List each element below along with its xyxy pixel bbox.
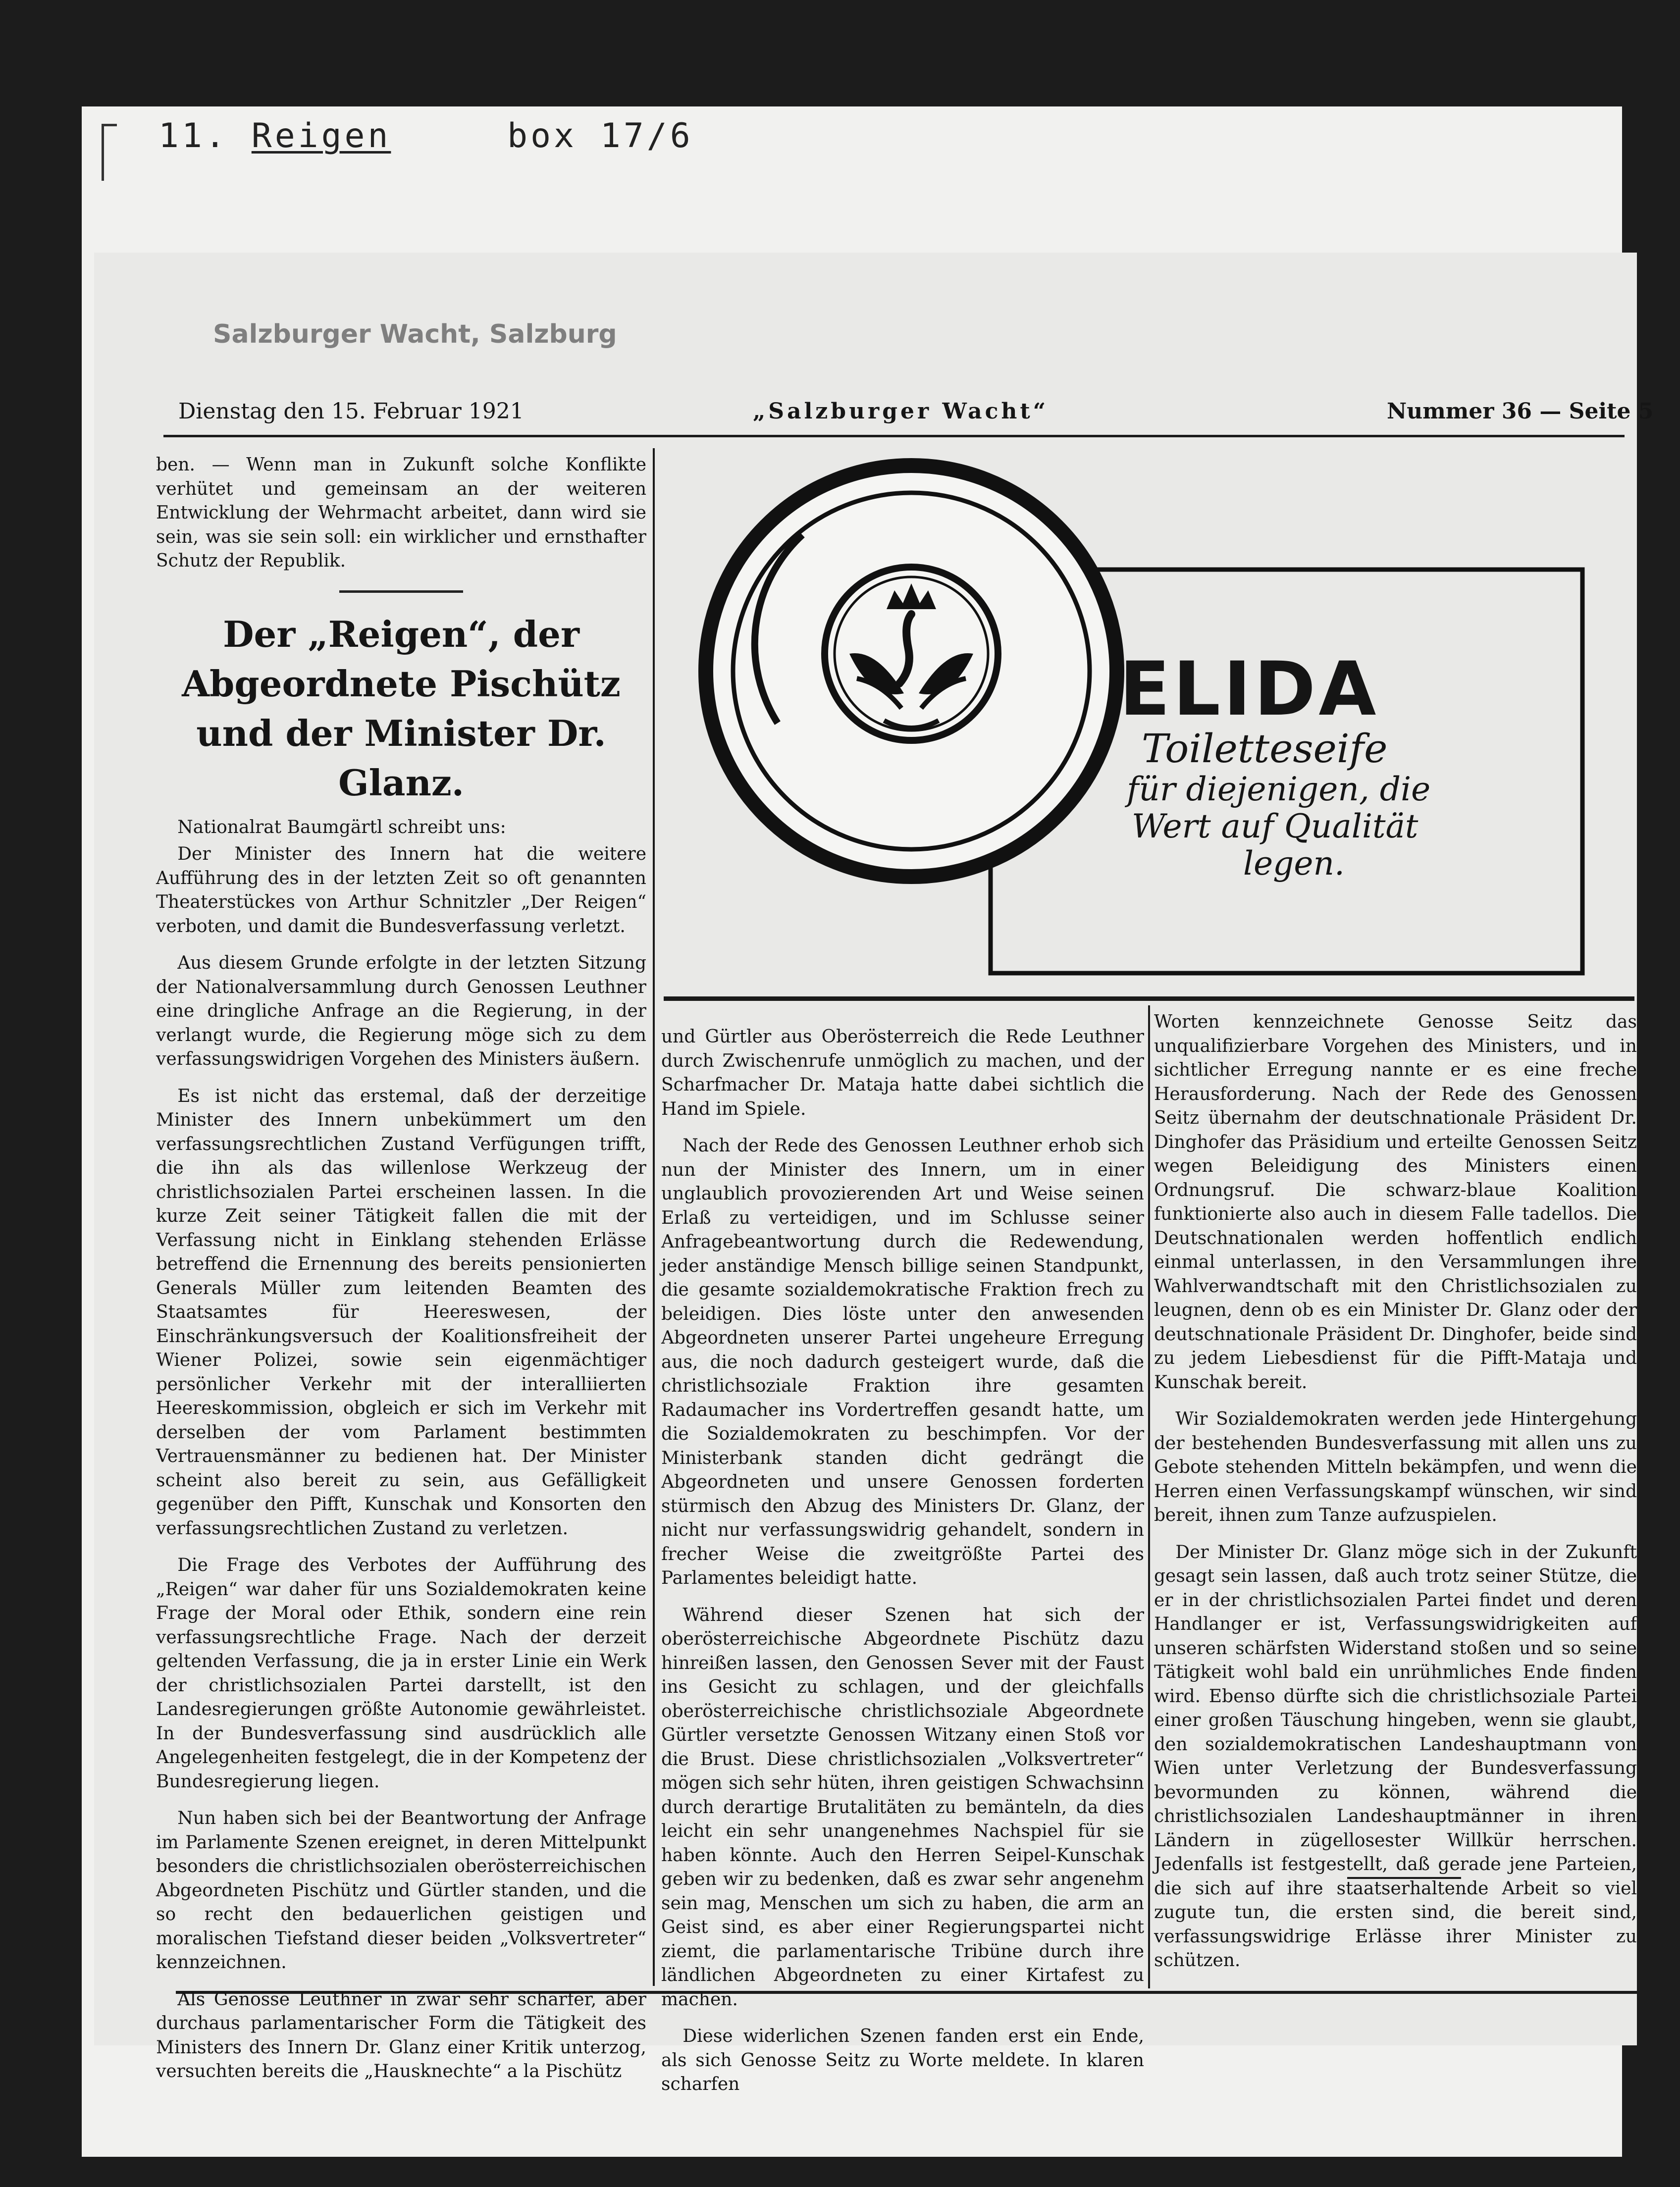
issue-number: Nummer 36 — Seite 5 [1387,399,1654,424]
source-stamp: Salzburger Wacht, Salzburg [213,319,617,349]
ad-tagline-3: Wert auf Qualität [1132,807,1418,845]
paragraph: Der Minister des Innern hat die weitere Aufführung des in der letzten Zeit so oft genannten Theaterstückes von Arthur Schnitzler „Der Reigen“ verboten, und damit die Bundesverfassung verletzt. [156,844,646,937]
ad-tagline-1: Toiletteseife [1142,726,1388,772]
paragraph: Der Minister Dr. Glanz möge sich in der Zukunft gesagt sein lassen, daß auch trotz seiner Stütze, die er in der christlichsozialen Partei findet und deren Handlanger er ist, Verfassungswidrigkeiten auf unseren schärfsten Widerstand stoßen und so seine Tätigkeit wohl bald ein unrühmliches Ende finden wird. Ebenso dürfte sich die christlichsoziale Partei einer großen Täuschung hingeben, wenn sie glaubt, den sozialdemokratischen Landeshauptmann von Wien unter Verletzung der Bundesverfassung bevormunden zu können, während die christlichsozialen Landeshauptmänner in ihren Ländern in zügellosester Willkür herrschen. Jedenfalls ist festgestellt, daß gerade jene Parteien, die sich auf ihre staatserhaltende Arbeit so viel zugute tun, die ersten sind, die bereit sind, verfassungswidrige Erlässe ihrer Minister zu schützen. [1154,1542,1637,1971]
paragraph: Nach der Rede des Genossen Leuthner erhob sich nun der Minister des Innern, um in einer unglaublich provozierenden Art und Weise seinen Erlaß zu verteidigen, und im Schlusse seiner Anfragebeantwortung durch die Redewendung, jeder anständige Mensch billige seinen Standpunkt, die gesamte sozialdemokratische Fraktion frech zu beleidigen. Dies löste unter den anwesenden Abgeordneten unserer Partei ungeheure Erregung aus, die noch dadurch gesteigert wurde, daß die christlichsoziale Fraktion ihre gesamten Radaumacher ins Vordertreffen gesandt hatte, um die Sozialdemokraten zu beschimpfen. Vor der Ministerbank standen dicht gedrängt die Abgeordneten und unsere Genossen forderten stürmisch den Abzug des Ministers Dr. Glanz, der nicht nur verfassungswidrig gehandelt, sondern in frecher Weise die zweitgrößte Partei des Parlamentes beleidigt hatte. [661,1136,1144,1588]
paragraph: Aus diesem Grunde erfolgte in der letzten Sitzung der Nationalversammlung durch Genossen Leuthner eine dringliche Anfrage an die Regierung, in der verlangt wurde, die Regierung möge sich zu dem verfassungswidrigen Vorgehen des Ministers äußern. [156,953,646,1069]
paragraph: Die Frage des Verbotes der Aufführung des „Reigen“ war daher für uns Sozialdemokraten keine Frage der Moral oder Ethik, sondern eine rein verfassungsrechtliche Frage. Nach der derzeit geltenden Verfassung, die ja in erster Linie ein Werk der christlichsozialen Partei darstellt, ist den Landesregierungen größte Autonomie gewährleistet. In der Bundesverfassung sind ausdrücklich alle Angelegenheiten festgelegt, die in der Kompetenz der Bundesregierung liegen. [156,1555,646,1792]
corner-bracket [102,124,117,181]
column-3 [1154,1010,1637,1973]
paragraph: Worten kennzeichnete Genosse Seitz das unqualifizierbare Vorgehen des Ministers, und in sichtlicher Erregung nannte er es eine freche Herausforderung. Nach der Rede des Genossen Seitz übernahm der deutschnationale Präsident Dr. Dinghofer das Präsidium und erteilte Genossen Seitz wegen Beleidigung des Ministers einen Ordnungsruf. Die schwarz-blaue Koalition funktionierte also auch in diesem Falle tadellos. Die Deutschnationalen werden hoffentlich endlich einmal unterlassen, in den Versammlungen ihre Wahlverwandtschaft mit den Christlichsozialen zu leugnen, denn ob es ein Minister Dr. Glanz oder der deutschnationale Präsident Dr. Dinghofer, beide sind zu jedem Liebesdienst für die Pifft-Mataja und Kunschak bereit. [1154,1012,1637,1393]
article-headline: Der „Reigen“, der Abgeordnete Pischütz und der Minister Dr. Glanz. [182,613,621,804]
paragraph: Nun haben sich bei der Beantwortung der Anfrage im Parlamente Szenen ereignet, in deren Mittelpunkt besonders die christlichsozialen oberösterreichischen Abgeordneten Pischütz und Gürtler standen, und die so recht den bedauerlichen geistigen und moralischen Tiefstand dieser beiden „Volksvertreter“ kennzeichnen. [156,1808,646,1973]
header-rule [163,435,1625,437]
label-box: box 17/6 [507,116,693,156]
intro-paragraph: ben. — Wenn man in Zukunft solche Konflikte verhütet und gemeinsam an der weiteren Entwicklung der Wehrmacht arbeitet, dann wird sie sein, was sie sein soll: ein wirklicher und ernsthafter Schutz der Republik. [156,455,646,571]
column-1 [156,453,646,2084]
archive-label [158,116,693,156]
label-title: Reigen [251,116,391,156]
ad-bottom-rule [664,996,1634,1001]
issue-date: Dienstag den 15. Februar 1921 [178,399,524,424]
ad-brand: ELIDA [1119,646,1379,732]
label-number: 11. [158,116,228,156]
paragraph: Während dieser Szenen hat sich der oberösterreichische Abgeordnete Pischütz dazu hinreißen lassen, den Genossen Sever mit der Faust ins Gesicht zu schlagen, und der gleichfalls oberösterreichische christlichsoziale Abgeordnete Gürtler versetzte Genossen Witzany einen Stoß vor die Brust. Diese christlichsozialen „Volksvertreter“ mögen sich sehr hüten, ihren geistigen Schwachsinn durch derartige Brutalitäten zu bemänteln, da dies leicht ein sehr unangenehmes Nachspiel für sie haben könnte. Auch den Herren Seipel-Kunschak geben wir zu bedenken, daß es zwar sehr angenehm sein mag, Menschen um sich zu haben, die arm an Geist sind, es aber einer Regierungspartei nicht ziemt, die parlamentarische Tribüne durch ihre ländlichen Abgeordneten zu einer Kirtafest zu machen. [661,1605,1144,2010]
ad-tagline-2: für diejenigen, die [1127,770,1431,808]
paragraph: Wir Sozialdemokraten werden jede Hintergehung der bestehenden Bundesverfassung mit allen uns zu Gebote stehenden Mitteln bekämpfen, und wenn die Herren einen Verfassungskampf wünschen, wir sind bereit, ihnen zum Tanze aufzuspielen. [1154,1409,1637,1525]
ad-ring [706,466,1117,877]
paragraph: Es ist nicht das erstemal, daß der derzeitige Minister des Innern unbekümmert um den verfassungsrechtlichen Zustand Verfügungen trifft, die ihn als das willenlose Werkzeug der christlichsozialen Partei erscheinen lassen. In die kurze Zeit seiner Tätigkeit fallen die mit der Verfassung nicht in Einklang stehenden Erlässe betreffend die Ernennung des bereits pensionierten Generals Müller zum leitenden Beamten des Staatsamtes für Heereswesen, der Einschränkungsversuch der Koalitionsfreiheit der Wiener Polizei, sowie sein eigenmächtiger persönlicher Verkehr mit der interalliierten Heereskommission, obgleich er sich im Verkehr mit derselben der vom Parlament bestimmten Vertrauensmänner zu bedienen hat. Der Minister scheint also bereit zu sein, aus Gefälligkeit gegenüber den Pifft, Kunschak und Konsorten den verfassungsrechtlichen Zustand zu verletzen. [156,1086,646,1539]
paper-name: „Salzburger Wacht“ [753,399,1049,424]
separator [339,590,463,593]
article-byline: Nationalrat Baumgärtl schreibt uns: [177,817,506,837]
column-rule-2 [1148,1005,1150,1988]
paragraph: und Gürtler aus Oberösterreich die Rede Leuthner durch Zwischenrufe unmöglich zu machen, und der Scharfmacher Dr. Mataja hatte dabei sichtlich die Hand im Spiele. [661,1027,1144,1119]
column-2 [661,1025,1144,2097]
ad-tagline-4: legen. [1243,844,1345,883]
paragraph: Als Genosse Leuthner in zwar sehr scharfer, aber durchaus parlamentarischer Form die Tätigkeit des Ministers des Innern Dr. Glanz einer Kritik unterzog, versuchten bereits die „Hausknechte“ a la Pischütz [156,1989,646,2082]
paragraph: Diese widerlichen Szenen fanden erst ein Ende, als sich Genosse Seitz zu Worte meldete. In klaren scharfen [661,2026,1144,2094]
